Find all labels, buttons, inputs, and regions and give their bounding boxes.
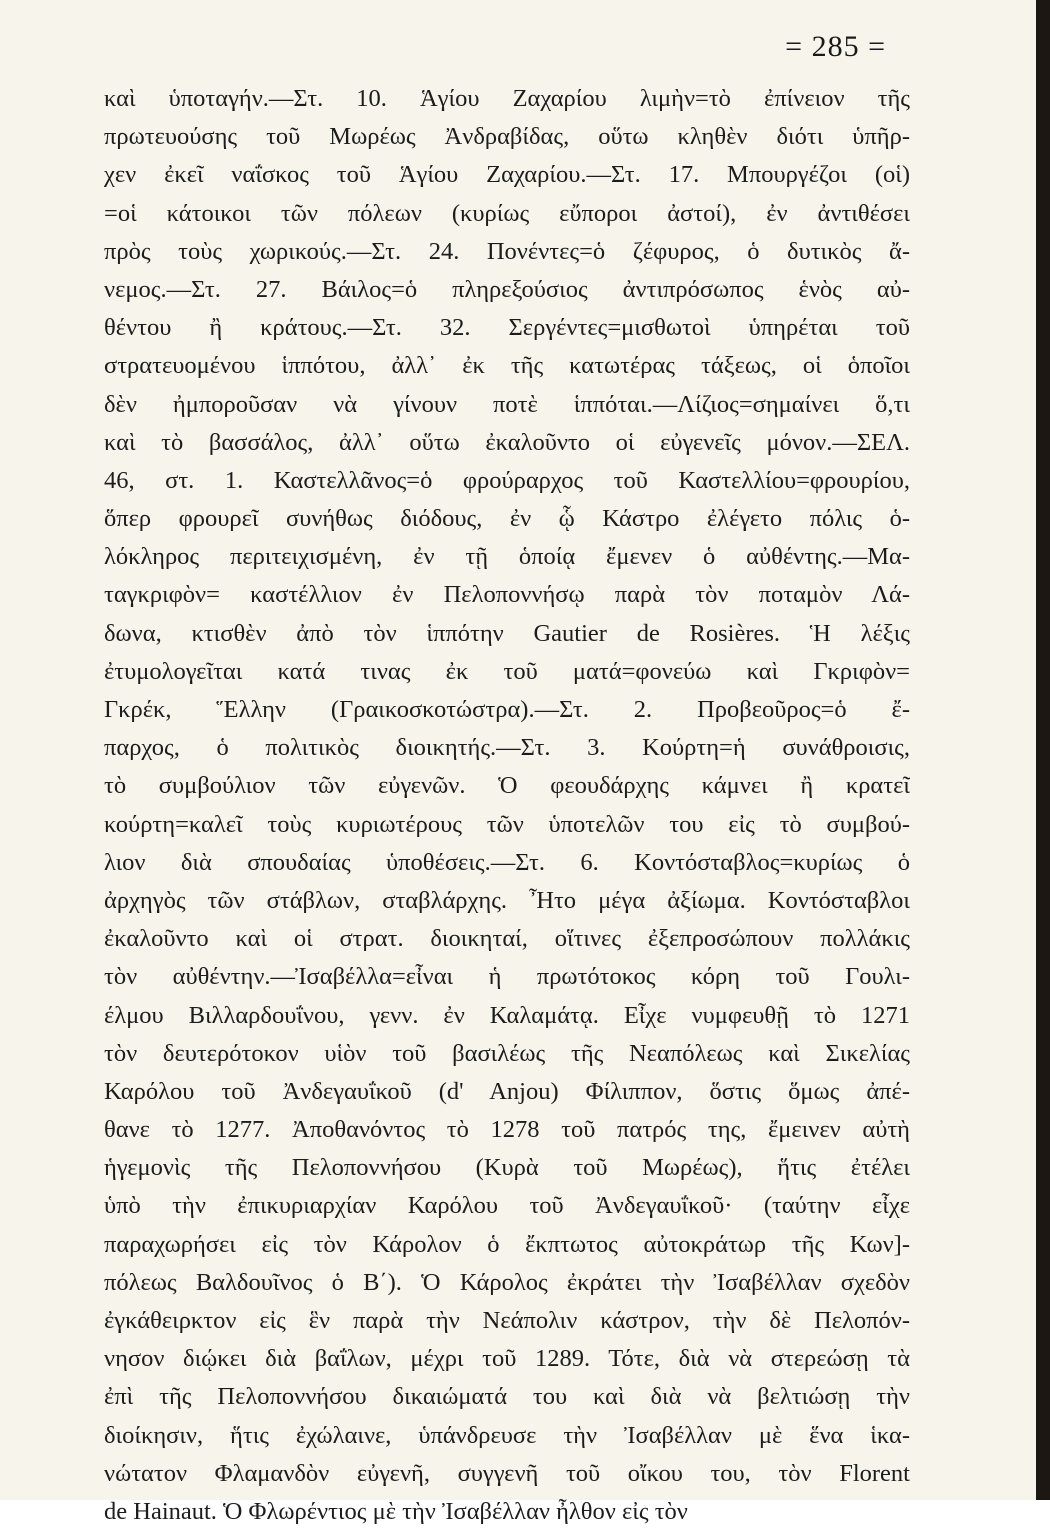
text-line: τὸν αὐθέντην.—Ἰσαβέλλα=εἶναι ἡ πρωτότοκος κόρη τοῦ Γουλι- [104, 963, 910, 991]
text-line: δωνα, κτισθὲν ἀπὸ τὸν ἱππότην Gautier de Rosières. Ἡ λέξις [104, 619, 910, 647]
text-line: ἡγεμονὶς τῆς Πελοποννήσου (Κυρὰ τοῦ Μωρέως), ἥτις ἐτέλει [104, 1154, 910, 1182]
text-line: πόλεως Βαλδουῖνος ὁ Β΄). Ὁ Κάρολος ἐκράτει τὴν Ἰσαβέλλαν σχεδὸν [104, 1268, 910, 1296]
text-line: =οἱ κάτοικοι τῶν πόλεων (κυρίως εὔποροι ἀστοί), ἐν ἀντιθέσει [104, 199, 910, 227]
text-line: 46, στ. 1. Καστελλᾶνος=ὁ φρούραρχος τοῦ Καστελλίου=φρουρίου, [104, 466, 910, 494]
text-line: παραχωρήσει εἰς τὸν Κάρολον ὁ ἔκπτωτος αὐτοκράτωρ τῆς Κων]- [104, 1230, 910, 1258]
text-line: δὲν ἠμποροῦσαν νὰ γίνουν ποτὲ ἱππόται.—Λίζιος=σημαίνει ὅ,τι [104, 390, 910, 418]
text-line: πρὸς τοὺς χωρικούς.—Στ. 24. Πονέντες=ὁ ζέφυρος, ὁ δυτικὸς ἄ- [104, 237, 910, 265]
text-line: νησον διῴκει διὰ βαΐλων, μέχρι τοῦ 1289. Τότε, διὰ νὰ στερεώσῃ τὰ [104, 1345, 910, 1373]
text-line: Καρόλου τοῦ Ἀνδεγαυΐκοῦ (d' Anjou) Φίλιππον, ὅστις ὅμως ἀπέ- [104, 1077, 910, 1105]
text-line: ἐκαλοῦντο καὶ οἱ στρατ. διοικηταί, οἵτινες ἐξεπροσώπουν πολλάκις [104, 925, 910, 953]
text-line: νεμος.—Στ. 27. Βάιλος=ὁ πληρεξούσιος ἀντιπρόσωπος ἑνὸς αὐ- [104, 275, 910, 303]
text-line: λιον διὰ σπουδαίας ὑποθέσεις.—Στ. 6. Κοντόσταβλος=κυρίως ὁ [104, 848, 910, 876]
text-line: έλμου Βιλλαρδουΐνου, γενν. ἐν Καλαμάτᾳ. Εἶχε νυμφευθῇ τὸ 1271 [104, 1001, 910, 1029]
text-line: θανε τὸ 1277. Ἀποθανόντος τὸ 1278 τοῦ πατρός της, ἔμεινεν αὐτὴ [104, 1116, 910, 1144]
text-line: Γκρέκ, Ἕλλην (Γραικοσκοτώστρα).—Στ. 2. Προβεοῦρος=ὁ ἔ- [104, 696, 910, 723]
text-line: ἐγκάθειρκτον εἰς ἓν παρὰ τὴν Νεάπολιν κάστρον, τὴν δὲ Πελοπόν- [104, 1307, 910, 1334]
text-line: ἐπὶ τῆς Πελοποννήσου δικαιώματά του καὶ διὰ νὰ βελτιώσῃ τὴν [104, 1383, 910, 1411]
text-line: κούρτη=καλεῖ τοὺς κυριωτέρους τῶν ὑποτελῶν του εἰς τὸ συμβού- [104, 810, 910, 838]
text-line: λόκληρος περιτειχισμένη, ἐν τῇ ὁποίᾳ ἔμενεν ὁ αὐθέντης.—Μα- [104, 543, 910, 571]
text-line: στρατευομένου ἱππότου, ἀλλ᾽ ἐκ τῆς κατωτέρας τάξεως, οἱ ὁποῖοι [104, 352, 910, 380]
text-line: ἐτυμολογεῖται κατά τινας ἐκ τοῦ ματά=φονεύω καὶ Γκριφὸν= [104, 657, 910, 685]
text-line: παρχος, ὁ πολιτικὸς διοικητής.—Στ. 3. Κούρτη=ἡ συνάθροισις, [104, 734, 910, 762]
text-body [104, 80, 910, 1531]
text-line: τὸν δευτερότοκον υἱὸν τοῦ βασιλέως τῆς Νεαπόλεως καὶ Σικελίας [104, 1039, 910, 1067]
text-line: θέντου ἢ κράτους.—Στ. 32. Σεργέντες=μισθωτοὶ ὑπηρέται τοῦ [104, 314, 910, 342]
text-line: τὸ συμβούλιον τῶν εὐγενῶν. Ὁ φεουδάρχης κάμνει ἢ κρατεῖ [104, 772, 910, 800]
text-line: διοίκησιν, ἥτις ἐχώλαινε, ὑπάνδρευσε τὴν Ἰσαβέλλαν μὲ ἕνα ἱκα- [104, 1421, 910, 1449]
text-line: ταγκριφὸν= καστέλλιον ἐν Πελοποννήσῳ παρὰ τὸν ποταμὸν Λά- [104, 581, 910, 609]
text-line: de Hainaut. Ὁ Φλωρέντιος μὲ τὴν Ἰσαβέλλαν ἦλθον εἰς τὸν [104, 1497, 688, 1525]
text-line: ἀρχηγὸς τῶν στάβλων, σταβλάρχης. Ἦτο μέγα ἀξίωμα. Κοντόσταβλοι [104, 886, 910, 914]
text-line: ὅπερ φρουρεῖ συνήθως διόδους, ἐν ᾧ Κάστρο ἐλέγετο πόλις ὁ- [104, 505, 910, 533]
text-line: καὶ ὑποταγήν.—Στ. 10. Ἁγίου Ζαχαρίου λιμὴν=τὸ ἐπίνειον τῆς [104, 85, 910, 112]
page-number: = 285 = [785, 30, 886, 63]
text-line: χεν ἐκεῖ ναΐσκος τοῦ Ἁγίου Ζαχαρίου.—Στ. 17. Μπουργέζοι (οἱ) [104, 161, 910, 189]
text-line: πρωτευούσης τοῦ Μωρέως Ἀνδραβίδας, οὕτω κληθὲν διότι ὑπῆρ- [104, 123, 910, 151]
text-line: ὑπὸ τὴν ἐπικυριαρχίαν Καρόλου τοῦ Ἀνδεγαυΐκοῦ· (ταύτην εἶχε [104, 1192, 910, 1220]
text-line: καὶ τὸ βασσάλος, ἀλλ᾽ οὕτω ἐκαλοῦντο οἱ εὐγενεῖς μόνον.—ΣΕΛ. [104, 428, 910, 456]
text-line: νώτατον Φλαμανδὸν εὐγενῆ, συγγενῆ τοῦ οἴκου του, τὸν Florent [104, 1459, 910, 1487]
